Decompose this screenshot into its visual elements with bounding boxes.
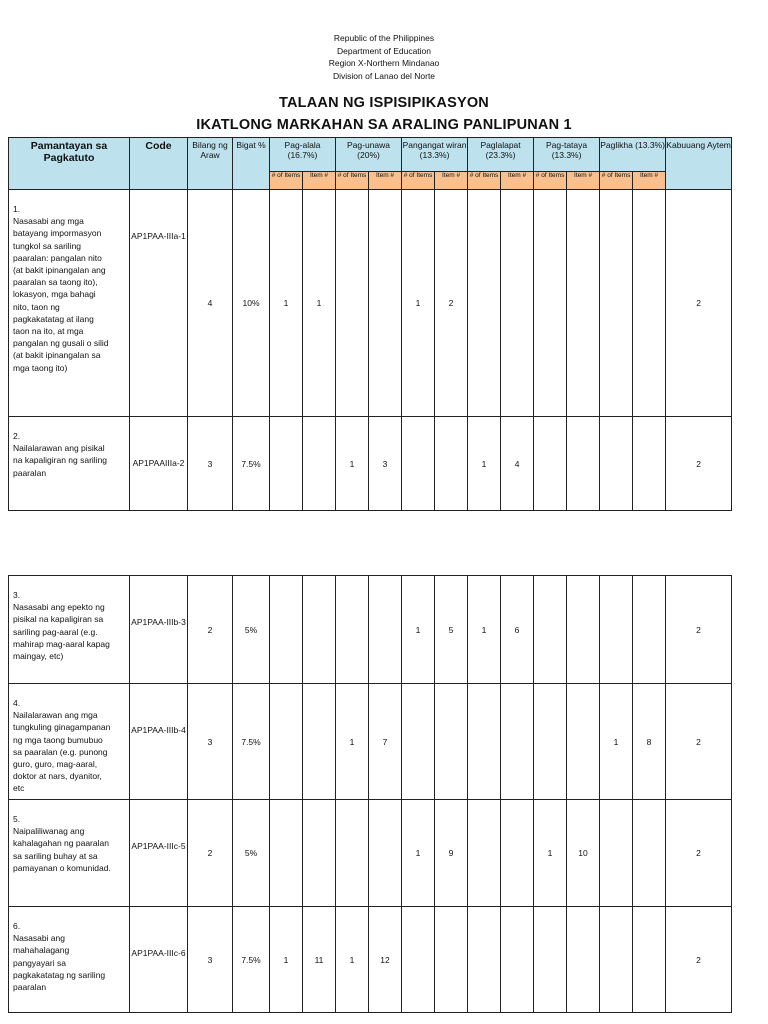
header-understand: Pag-unawa (20%): [336, 138, 402, 172]
days-cell: 3: [188, 684, 233, 800]
num-items-cell: [600, 417, 633, 511]
weight-cell: 5%: [233, 800, 270, 907]
competency-text: Nailalarawan ang mga tungkuling ginagampanan ng mga taong bumubuo sa paaralan (e.g. punong guro, guro, mag-aaral, doktor at nars, dyanitor, etc: [13, 710, 111, 794]
days-cell: 3: [188, 907, 233, 1013]
item-num-cell: [303, 576, 336, 684]
num-items-cell: [270, 684, 303, 800]
num-items-cell: [534, 576, 567, 684]
item-num-cell: [501, 190, 534, 417]
item-num-cell: [501, 684, 534, 800]
item-num-cell: [567, 576, 600, 684]
item-num-cell: [369, 190, 402, 417]
code-cell: AP1PAAIIIa-2: [130, 417, 188, 511]
header-competency: Pamantayan sa Pagkatuto: [9, 138, 130, 190]
competency-cell: [9, 800, 130, 907]
code-cell: AP1PAA-IIIa-1: [130, 190, 188, 417]
item-num-cell: [633, 907, 666, 1013]
days-cell: 4: [188, 190, 233, 417]
item-num-cell: 1: [303, 190, 336, 417]
num-items-cell: 1: [402, 800, 435, 907]
item-num-cell: 11: [303, 907, 336, 1013]
weight-cell: 7.5%: [233, 684, 270, 800]
header-weight: Bigat %: [233, 138, 270, 190]
item-num-cell: [435, 684, 468, 800]
num-items-cell: [270, 576, 303, 684]
item-num-cell: 7: [369, 684, 402, 800]
weight-cell: 7.5%: [233, 417, 270, 511]
spec-table-top: [8, 137, 732, 511]
item-num-cell: 2: [435, 190, 468, 417]
competency-text: Nasasabi ang epekto ng pisikal na kapaligiran sa sariling pag-aaral (e.g. mahirap mag-aaral kapag maingay, etc): [13, 602, 110, 662]
header-remember: Pag-alala (16.7%): [270, 138, 336, 172]
header-apply: Paglalapat (23.3%): [468, 138, 534, 172]
item-num-cell: 10: [567, 800, 600, 907]
competency-text: Nailalarawan ang pisikal na kapaligiran ng sariling paaralan: [13, 443, 108, 478]
item-num-cell: 12: [369, 907, 402, 1013]
num-items-cell: 1: [468, 417, 501, 511]
subheader-item-num: Item #: [501, 172, 534, 190]
subheader-item-num: Item #: [303, 172, 336, 190]
letterhead-division: Division of Lanao del Norte: [332, 70, 436, 81]
num-items-cell: [600, 190, 633, 417]
subheader-item-num: Item #: [633, 172, 666, 190]
competency-cell: [9, 190, 130, 417]
code-cell: AP1PAA-IIIc-5: [130, 800, 188, 907]
num-items-cell: [402, 417, 435, 511]
subheader-item-num: Item #: [567, 172, 600, 190]
subheader-num-items: # of Items: [270, 172, 303, 190]
competency-number: 2.: [13, 431, 21, 441]
competency-cell: [9, 684, 130, 800]
weight-cell: 10%: [233, 190, 270, 417]
num-items-cell: [468, 684, 501, 800]
table-row: [9, 684, 732, 800]
num-items-cell: 1: [468, 576, 501, 684]
total-cell: 2: [666, 684, 732, 800]
item-num-cell: [435, 417, 468, 511]
competency-number: 4.: [13, 698, 21, 708]
code-cell: AP1PAA-IIIb-4: [130, 684, 188, 800]
subheader-num-items: # of Items: [402, 172, 435, 190]
competency-text: Naipaliliwanag ang kahalagahan ng paaralan sa sariling buhay at sa pamayanan o komunidad.: [13, 826, 111, 873]
table-row: [9, 417, 732, 511]
total-cell: 2: [666, 417, 732, 511]
competency-text: Nasasabi ang mahahalagang pangyayari sa pagkakatatag ng sariling paaralan: [13, 933, 106, 993]
competency-number: 6.: [13, 921, 21, 931]
num-items-cell: [534, 907, 567, 1013]
item-num-cell: [567, 417, 600, 511]
item-num-cell: [303, 684, 336, 800]
num-items-cell: [468, 800, 501, 907]
num-items-cell: 1: [336, 417, 369, 511]
document-subtitle: IKATLONG MARKAHAN SA ARALING PANLIPUNAN 1: [196, 117, 572, 133]
item-num-cell: 5: [435, 576, 468, 684]
header-reason: Pangangat wiran (13.3%): [402, 138, 468, 172]
num-items-cell: [534, 190, 567, 417]
item-num-cell: [501, 907, 534, 1013]
num-items-cell: [270, 417, 303, 511]
num-items-cell: 1: [336, 907, 369, 1013]
competency-number: 5.: [13, 814, 21, 824]
header-create: Paglikha (13.3%): [600, 138, 666, 172]
subheader-num-items: # of Items: [534, 172, 567, 190]
subheader-num-items: # of Items: [468, 172, 501, 190]
letterhead-republic: Republic of the Philippines: [333, 33, 435, 43]
letterhead-department: Department of Education: [336, 45, 432, 56]
competency-number: 3.: [13, 590, 21, 600]
item-num-cell: [501, 800, 534, 907]
item-num-cell: [633, 417, 666, 511]
num-items-cell: 1: [402, 576, 435, 684]
num-items-cell: [402, 684, 435, 800]
subheader-num-items: # of Items: [600, 172, 633, 190]
table-row: [9, 576, 732, 684]
num-items-cell: 1: [402, 190, 435, 417]
total-cell: 2: [666, 800, 732, 907]
header-evaluate: Pag-tataya (13.3%): [534, 138, 600, 172]
num-items-cell: [402, 907, 435, 1013]
item-num-cell: 9: [435, 800, 468, 907]
total-cell: 2: [666, 190, 732, 417]
table-row: [9, 907, 732, 1013]
header-days: Bilang ng Araw: [188, 138, 233, 190]
competency-cell: [9, 907, 130, 1013]
header-code: Code: [130, 138, 188, 190]
letterhead-region: Region X-Northern Mindanao: [328, 58, 440, 69]
competency-number: 1.: [13, 204, 21, 214]
num-items-cell: [600, 576, 633, 684]
item-num-cell: [435, 907, 468, 1013]
num-items-cell: [534, 417, 567, 511]
total-cell: 2: [666, 576, 732, 684]
num-items-cell: 1: [534, 800, 567, 907]
item-num-cell: [567, 907, 600, 1013]
item-num-cell: [567, 684, 600, 800]
header-total: Kabuuang Aytem: [666, 138, 732, 190]
days-cell: 2: [188, 800, 233, 907]
subheader-item-num: Item #: [435, 172, 468, 190]
competency-cell: [9, 576, 130, 684]
item-num-cell: [633, 190, 666, 417]
num-items-cell: [600, 800, 633, 907]
item-num-cell: 6: [501, 576, 534, 684]
item-num-cell: 3: [369, 417, 402, 511]
num-items-cell: [468, 190, 501, 417]
spec-table-bottom: [8, 575, 732, 1013]
num-items-cell: [336, 800, 369, 907]
table-body-top: [9, 190, 732, 511]
table-row: [9, 190, 732, 417]
days-cell: 2: [188, 576, 233, 684]
table-body-bottom: [9, 576, 732, 1013]
item-num-cell: [567, 190, 600, 417]
num-items-cell: 1: [600, 684, 633, 800]
num-items-cell: [534, 684, 567, 800]
competency-cell: [9, 417, 130, 511]
item-num-cell: [369, 800, 402, 907]
code-cell: AP1PAA-IIIc-6: [130, 907, 188, 1013]
competency-text: Nasasabi ang mga batayang impormasyon tungkol sa sariling paaralan: pangalan nito (at bakit ipinangalan ang paaralan sa taong ito), lokasyon, mga bahagi nito, taon ng pagkakatatag at ilang taon na ito, at mga pangalan ng gusali o silid (at bakit ipinangalan sa mga taong ito): [13, 216, 109, 373]
item-num-cell: [633, 800, 666, 907]
weight-cell: 7.5%: [233, 907, 270, 1013]
num-items-cell: [468, 907, 501, 1013]
item-num-cell: [369, 576, 402, 684]
item-num-cell: [303, 417, 336, 511]
subheader-num-items: # of Items: [336, 172, 369, 190]
item-num-cell: [303, 800, 336, 907]
num-items-cell: 1: [336, 684, 369, 800]
num-items-cell: [336, 190, 369, 417]
weight-cell: 5%: [233, 576, 270, 684]
num-items-cell: [270, 800, 303, 907]
num-items-cell: [600, 907, 633, 1013]
item-num-cell: 8: [633, 684, 666, 800]
num-items-cell: [336, 576, 369, 684]
document-letterhead: [0, 32, 768, 82]
num-items-cell: 1: [270, 190, 303, 417]
item-num-cell: [633, 576, 666, 684]
item-num-cell: 4: [501, 417, 534, 511]
num-items-cell: 1: [270, 907, 303, 1013]
days-cell: 3: [188, 417, 233, 511]
table-row: [9, 800, 732, 907]
total-cell: 2: [666, 907, 732, 1013]
code-cell: AP1PAA-IIIb-3: [130, 576, 188, 684]
document-title: TALAAN NG ISPISIPIKASYON: [279, 95, 489, 111]
subheader-item-num: Item #: [369, 172, 402, 190]
